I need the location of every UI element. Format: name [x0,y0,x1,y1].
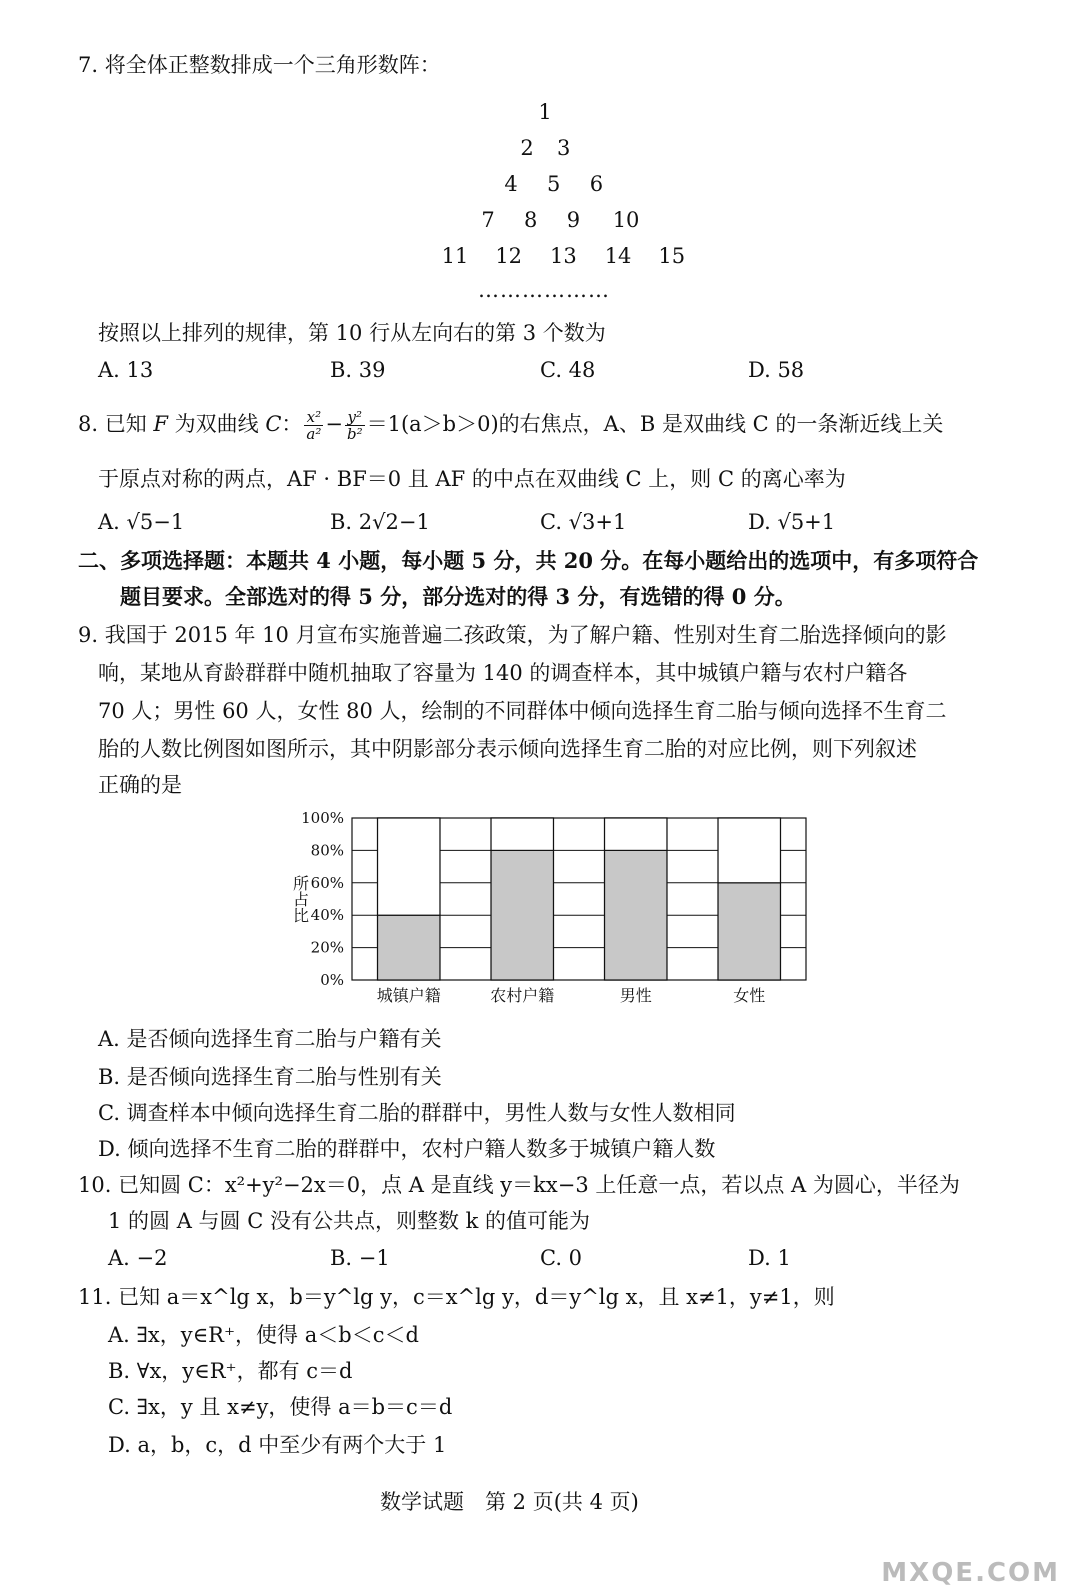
q8-var-c: C [265,412,282,436]
q9-option-b: B. 是否倾向选择生育二胎与性别有关 [98,1065,442,1089]
chart-bar-empty [491,818,553,850]
chart-bar-fill [605,850,667,980]
q8-prefix: 8. 已知 [78,412,154,436]
q9-line5: 正确的是 [98,773,182,797]
chart-ytick-label: 100% [301,809,344,827]
triangle-row-3 [493,172,614,196]
watermark-logo: MXQE.COM [881,1558,1060,1588]
triangle-number: 9 [566,208,581,232]
triangle-number: 15 [658,244,686,268]
q8-fraction-x [304,409,323,442]
q8-minus: − [325,412,343,436]
fraction-denominator: b² [346,425,363,443]
triangle-number: 5 [547,172,561,196]
q7-option-a: A. 13 [98,358,154,382]
fraction-numerator: x² [304,409,323,426]
q8-option-c: C. √3+1 [540,510,627,534]
chart-ytick-label: 0% [320,971,344,989]
chart-bar-fill [718,883,780,980]
triangle-row-2 [512,136,579,160]
triangle-number: 12 [495,244,523,268]
triangle-row-1 [530,100,560,124]
q9-line1: 9. 我国于 2015 年 10 月宣布实施普遍二孩政策，为了解户籍、性别对生育二胎选择倾向的影 [78,623,947,647]
q8-var-f: F [153,412,168,436]
triangle-row-4 [470,208,654,232]
triangle-number: 14 [604,244,632,268]
page-footer: 数学试题 第 2 页(共 4 页) [380,1490,639,1514]
proportion-bar-chart [282,800,822,1010]
q9-line4: 胎的人数比例图如图所示，其中阴影部分表示倾向选择生育二胎的对应比例，则下列叙述 [98,737,917,761]
q9-option-d: D. 倾向选择不生育二胎的群群中，农村户籍人数多于城镇户籍人数 [98,1137,716,1161]
chart-bar-empty [718,818,780,883]
chart-category-label: 农村户籍 [490,986,555,1005]
q10-line1: 10. 已知圆 C：x²+y²−2x＝0，点 A 是直线 y＝kx−3 上任意一点，若以点 A 为圆心，半径为 [78,1173,960,1197]
triangle-row-5 [432,244,695,268]
chart-category-label: 女性 [733,986,766,1005]
chart-ytick-label: 20% [310,938,344,957]
q8-option-d: D. √5+1 [748,510,836,534]
chart-category-label: 男性 [619,986,652,1005]
triangle-number: 2 [520,136,534,160]
triangle-number: 8 [524,208,538,232]
chart-ytick-label: 60% [310,873,344,892]
q11-option-d: D. a，b，c，d 中至少有两个大于 1 [108,1433,447,1457]
q9-option-a: A. 是否倾向选择生育二胎与户籍有关 [98,1027,442,1051]
chart-bar-fill [491,850,553,980]
q7-stem: 7. 将全体正整数排成一个三角形数阵： [78,53,441,77]
q10-option-a: A. −2 [108,1246,168,1270]
triangle-number: 6 [589,172,604,196]
triangle-number: 10 [612,208,640,232]
q8-option-b: B. 2√2−1 [330,510,430,534]
q7-option-d: D. 58 [748,358,805,382]
q9-line2: 响，某地从育龄群群中随机抽取了容量为 140 的调查样本，其中城镇户籍与农村户籍各 [98,661,908,685]
triangle-number: 11 [441,244,469,268]
q7-option-b: B. 39 [330,358,386,382]
q11-option-b: B. ∀x，y∈R⁺，都有 c＝d [108,1359,353,1383]
triangle-number: 3 [557,136,571,160]
fraction-denominator: a² [306,425,322,443]
triangle-number: 13 [550,244,577,268]
q9-option-c: C. 调查样本中倾向选择生育二胎的群群中，男性人数与女性人数相同 [98,1101,736,1125]
section2-heading-line1: 二、多项选择题：本题共 4 小题，每小题 5 分，共 20 分。在每小题给出的选项中，有多项符合 [78,548,979,573]
q10-option-d: D. 1 [748,1246,791,1270]
q11-stem: 11. 已知 a＝x^lg x，b＝y^lg y，c＝x^lg y，d＝y^lg x，且 x≠1，y≠1，则 [78,1285,835,1309]
chart-bar-fill [378,915,440,980]
section2-heading-line2: 题目要求。全部选对的得 5 分，部分选对的得 3 分，有选错的得 0 分。 [120,584,796,609]
q11-option-a: A. ∃x，y∈R⁺，使得 a＜b＜c＜d [108,1323,419,1347]
q10-line2: 1 的圆 A 与圆 C 没有公共点，则整数 k 的值可能为 [108,1209,591,1233]
q8-text2: ＝1(a＞b＞0)的右焦点，A、B 是双曲线 C 的一条渐近线上关 [366,412,944,436]
triangle-dots: ……………… [478,278,610,302]
chart-ylabel: 所占比 [290,875,310,923]
q10-option-c: C. 0 [540,1246,583,1270]
chart-bar-empty [378,818,440,915]
q7-question: 按照以上排列的规律，第 10 行从左向右的第 3 个数为 [98,321,606,345]
q11-option-c: C. ∃x，y 且 x≠y，使得 a＝b＝c＝d [108,1395,453,1419]
q7-option-c: C. 48 [540,358,596,382]
triangle-number: 1 [538,100,552,124]
chart-ytick-label: 40% [310,906,344,925]
fraction-numerator: y² [345,409,365,426]
chart-bar-empty [605,818,667,850]
chart-category-label: 城镇户籍 [376,986,441,1005]
q10-option-b: B. −1 [330,1246,390,1270]
q8-line2: 于原点对称的两点，AF · BF＝0 且 AF 的中点在双曲线 C 上，则 C 的离心率为 [98,467,846,491]
triangle-number: 7 [481,208,495,232]
chart-ytick-label: 80% [310,841,344,860]
q9-line3: 70 人；男性 60 人，女性 80 人，绘制的不同群体中倾向选择生育二胎与倾向选择不生育二 [98,699,947,723]
q8-fraction-y [345,409,365,442]
triangle-number: 4 [504,172,518,196]
q8-line1: 8. 已知 F 为双曲线 C： $\frac{\text{x²}}{\text{a²}}$ − $\frac{\text{y²}}{\text{b²}}$ ＝1(a＞b＞0)的右焦点，A、B 是双曲线 C 的一条渐近线上关 [78,408,944,443]
q8-option-a: A. √5−1 [98,510,185,534]
q8-text1: 为双曲线 [167,412,266,436]
